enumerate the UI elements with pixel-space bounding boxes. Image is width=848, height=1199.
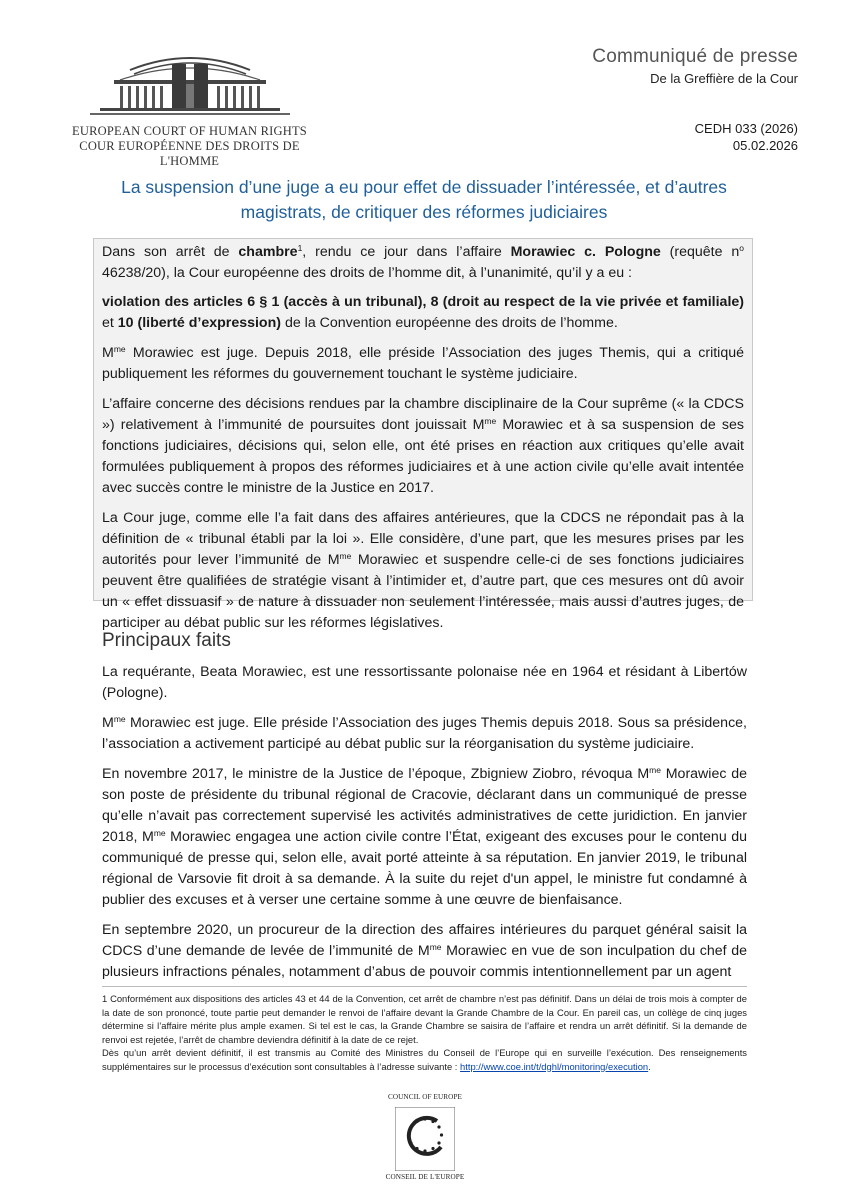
coe-name-en: COUNCIL OF EUROPE (387, 1093, 463, 1101)
execution-monitoring-link[interactable]: http://www.coe.int/t/dghl/monitoring/execution (460, 1060, 649, 1072)
press-date: 05.02.2026 (732, 138, 798, 153)
council-of-europe-logo (370, 1093, 480, 1185)
summary-paragraph-2: violation des articles 6 § 1 (accès à un tribunal), 8 (droit au respect de la vie privée et familiale) et 10 (liberté d’expression) de la Convention européenne des droits de l’homme. (102, 294, 744, 331)
court-name-en: EUROPEAN COURT OF HUMAN RIGHTS (72, 124, 307, 138)
footnote-2: Dès qu’un arrêt devient définitif, il est transmis au Comité des Ministres du Conseil de l’Europe qui en surveille l’exécution. Des renseignements supplémentaires sur le processus d’exécution sont consultables à l’adresse suivante : http://www.coe.int/t/dghl/monitoring/execution. (102, 1047, 747, 1072)
footnote-divider (102, 986, 747, 987)
press-release-title: Communiqué de presse (592, 46, 798, 67)
coe-name-fr: CONSEIL DE L'EUROPE (385, 1173, 465, 1181)
summary-box (93, 238, 753, 631)
chamber-label: chambre (238, 244, 298, 260)
press-release-subtitle: De la Greffière de la Cour (650, 71, 798, 86)
council-of-europe-emblem-icon (395, 1107, 455, 1171)
headline: La suspension d’une juge a eu pour effet de dissuader l’intéressée, et d’autres magistrats, de critiquer des réformes judiciaires (121, 177, 727, 222)
court-building-icon (90, 50, 290, 120)
court-logo (52, 50, 327, 168)
summary-paragraph-1: Dans son arrêt de chambre$^1$, rendu ce jour dans l’affaire Morawiec c. Pologne (requête $n^o$ 46238/20), la Cour européenne des droits de l’homme dit, à l’unanimité, qu’il y a eu : (102, 243, 744, 281)
press-reference: CEDH 033 (2026) (694, 121, 798, 136)
section-heading-facts: Principaux faits (102, 630, 231, 651)
facts-body (102, 662, 747, 992)
facts-paragraph-1: La requérante, Beata Morawiec, est une ressortissante polonaise née en 1964 et résidant à Libertów (Pologne). (102, 664, 747, 701)
footnote-ref-1[interactable]: 1 (297, 243, 303, 253)
summary-paragraph-5: La Cour juge, comme elle l’a fait dans des affaires antérieures, que la CDCS ne répondait pas à la définition de « tribunal établi par la loi ». Elle considère, d’une part, que les mesures prises par les autorités pour lever l’immunité de $M^{me}$ Morawiec et suspendre celle-ci de ses fonctions judiciaires peuvent être qualifiées de stratégie visant à l’intimider et, d’autre part, que ces mesures ont dû avoir un « effet dissuasif » de nature à dissuader non seulement l’intéressée, mais aussi d’autres juges, de participer au débat public sur les réformes législatives. (102, 510, 745, 631)
court-name-fr: COUR EUROPÉENNE DES DROITS DE L'HOMME (79, 139, 300, 168)
footnote-1: 1 Conformément aux dispositions des articles 43 et 44 de la Convention, cet arrêt de chambre n’est pas définitif. Dans un délai de trois mois à compter de la date de son prononcé, toute partie peut demander le renvoi de l’affaire devant la Grande Chambre de la Cour. En pareil cas, un collège de cinq juges détermine si l’affaire mérite plus ample examen. Si tel est le cas, la Grande Chambre se saisira de l’affaire et rendra un arrêt définitif. Si la demande de renvoi est rejetée, l’arrêt de chambre deviendra définitif à la date de ce rejet. (102, 993, 747, 1045)
case-name: Morawiec c. Pologne (510, 244, 661, 260)
facts-paragraph-4: En septembre 2020, un procureur de la direction des affaires intérieures du parquet général saisit la CDCS d’une demande de levée de l’immunité de $M^{me}$ Morawiec en vue de son inculpation du chef de plusieurs infractions pénales, notamment d’abus de pouvoir commis intentionnellement par un agent (102, 922, 747, 980)
facts-paragraph-3: En novembre 2017, le ministre de la Justice de l’époque, Zbigniew Ziobro, révoqua $M^{me}$ Morawiec de son poste de présidente du tribunal régional de Cracovie, déclarant dans un communiqué de presse qu’elle n’avait pas correctement supervisé les activités administratives de cette juridiction. En janvier 2018, $M^{me}$ Morawiec engagea une action civile contre l’État, exigeant des excuses pour le contenu du communiqué de presse qui, selon elle, avait porté atteinte à sa réputation. En janvier 2019, le tribunal régional de Varsovie fit droit à sa demande. À la suite du rejet d'un appel, le ministre fut condamné à publier des excuses et à verser une certaine somme à une œuvre de bienfaisance. (102, 765, 748, 908)
summary-paragraph-4: L’affaire concerne des décisions rendues par la chambre disciplinaire de la Cour suprême (« la CDCS ») relativement à l’immunité de poursuites dont jouissait $M^{me}$ Morawiec et à sa suspension de ses fonctions judiciaires, décisions qui, selon elle, ont été prises en réaction aux critiques qu’elle avait formulées publiquement à propos des réformes judiciaires et à une action civile qu’elle avait intentée avec succès contre le ministre de la Justice en 2017. (102, 396, 744, 496)
facts-paragraph-2: $M^{me}$ Morawiec est juge. Elle préside l’Association des juges Themis depuis 2018. Sous sa présidence, l’association a activement participé au débat public sur la réorganisation du système judiciaire. (102, 714, 747, 752)
footnotes (102, 992, 747, 1073)
summary-paragraph-3: $M^{me}$ Morawiec est juge. Depuis 2018, elle préside l’Association des juges Themis, qui a critiqué publiquement les réformes du gouvernement touchant le système judiciaire. (102, 344, 744, 382)
